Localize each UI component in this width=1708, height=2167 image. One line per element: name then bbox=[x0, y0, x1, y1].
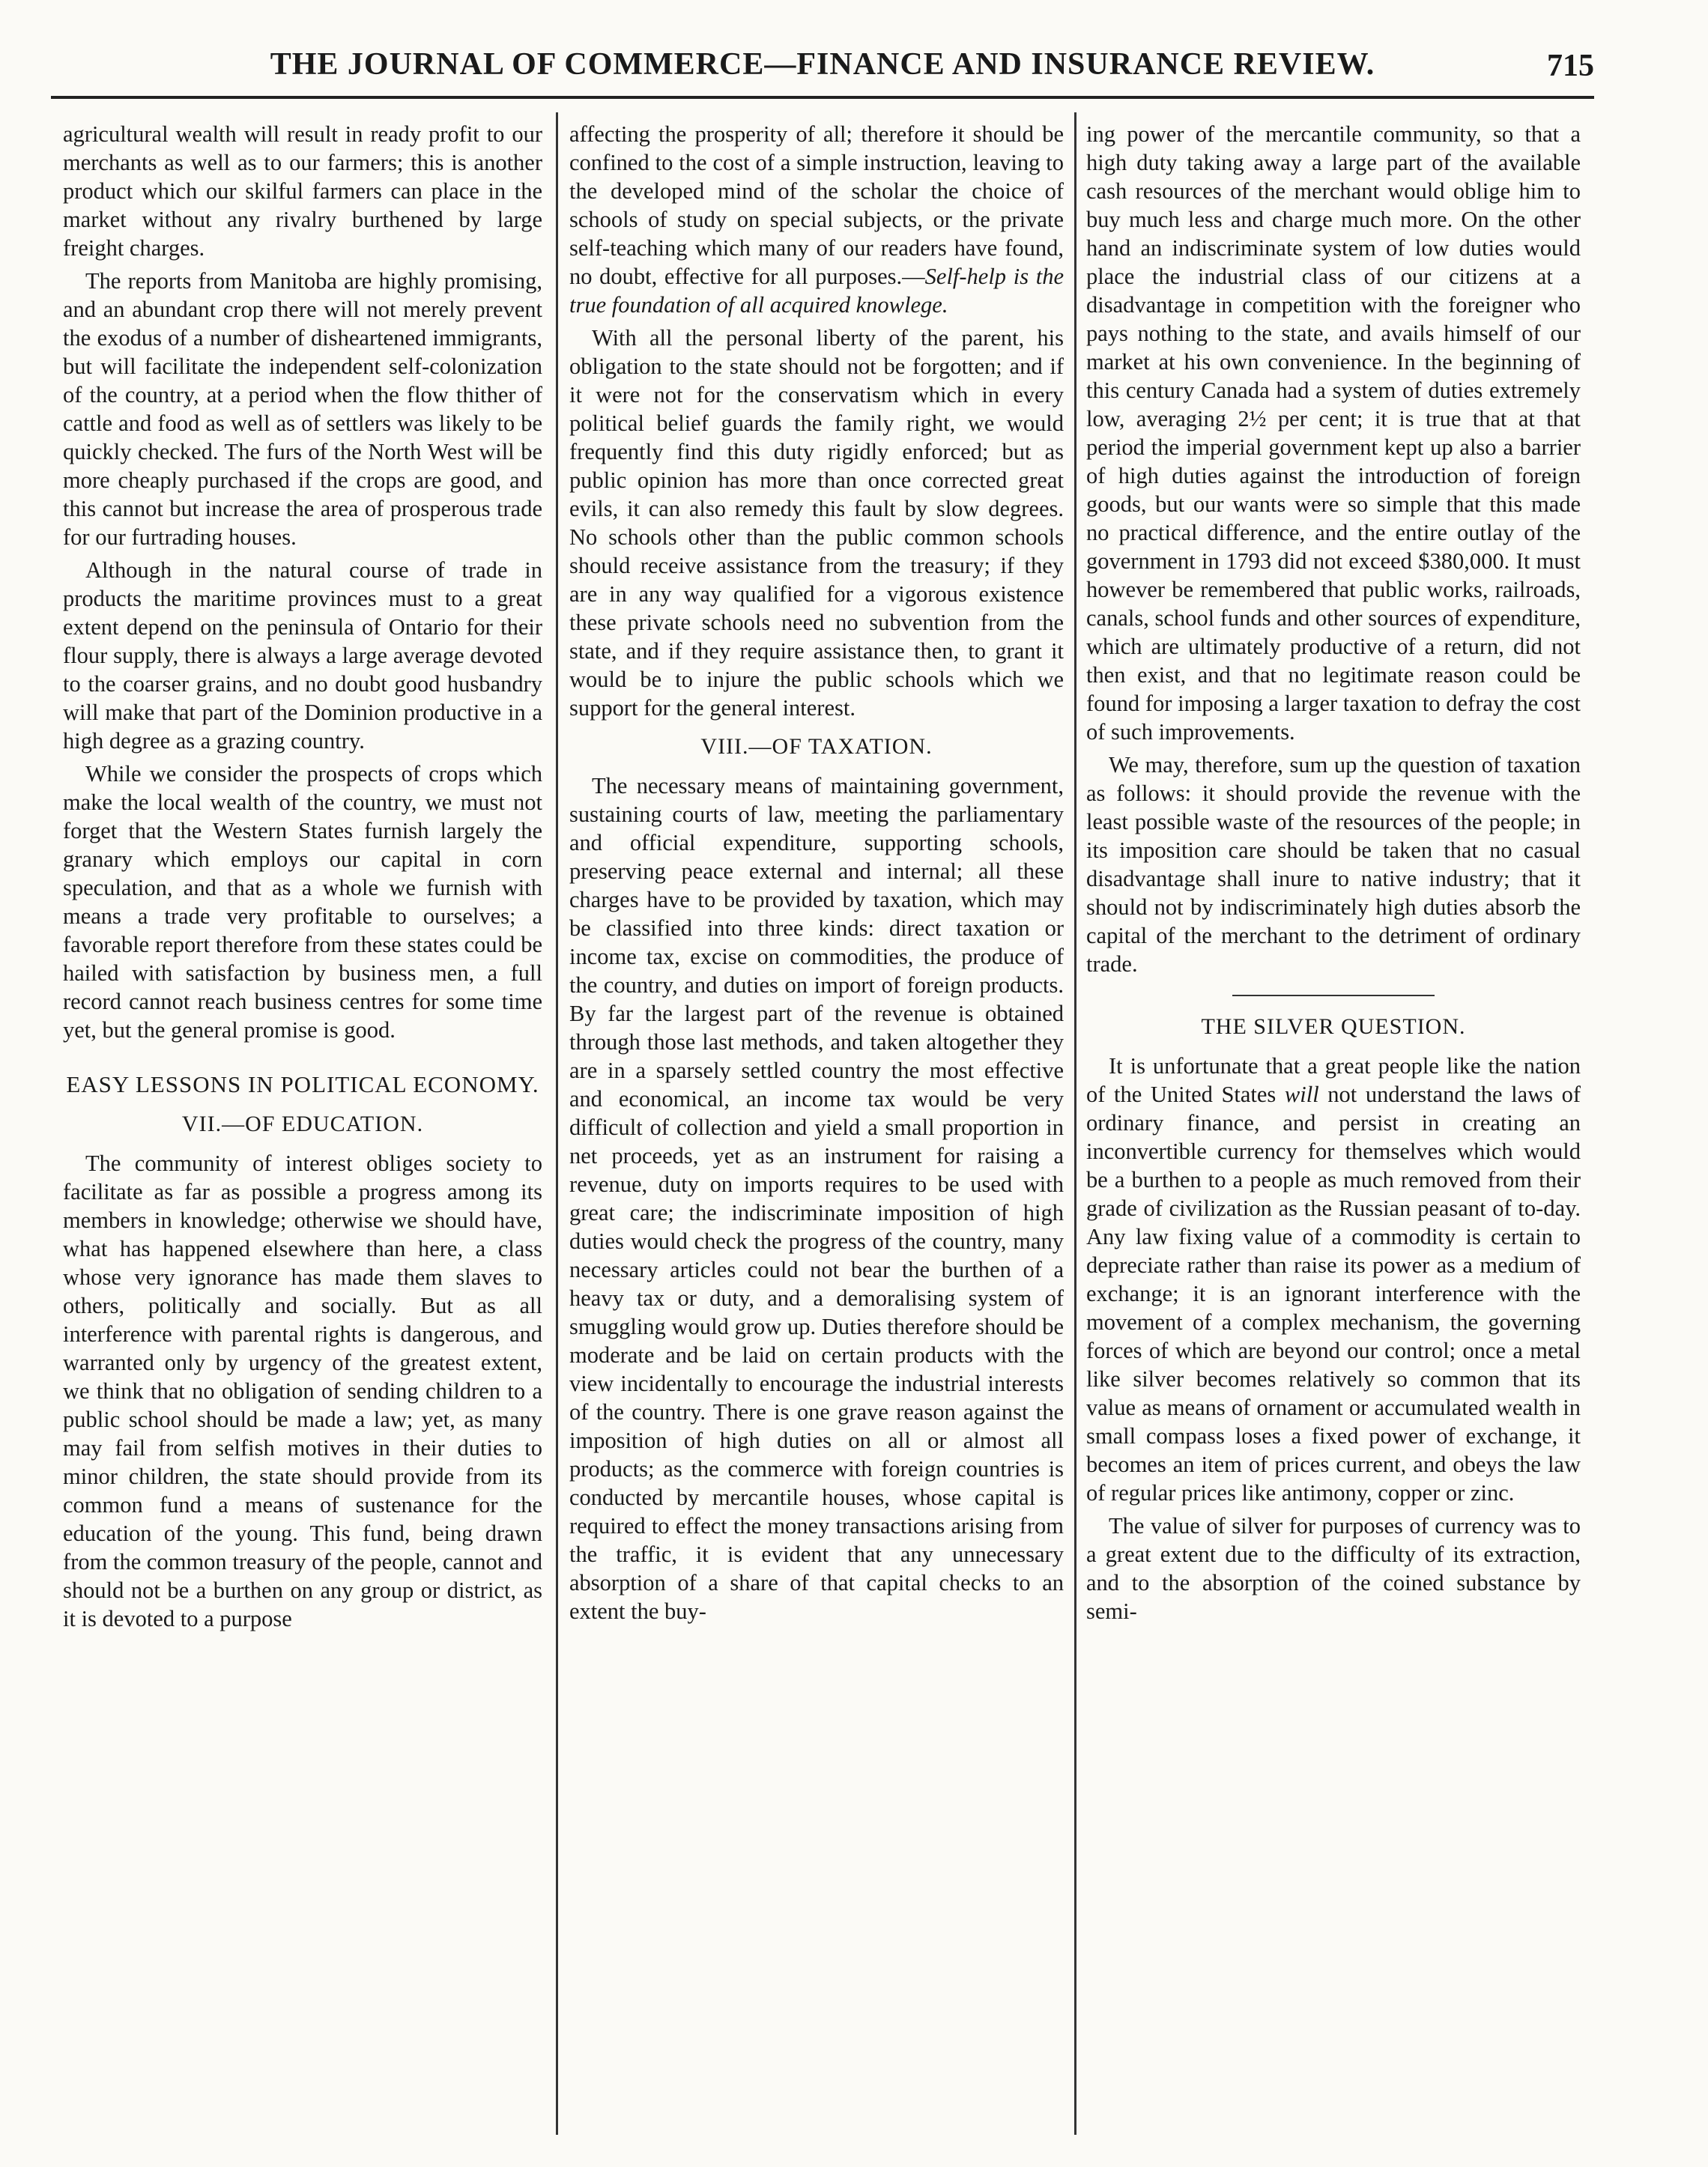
page-header bbox=[51, 43, 1594, 99]
paragraph: The reports from Manitoba are highly promising, and an abundant crop there will not merely prevent the exodus of a number of disheartened immigrants, but will facilitate the independent self-colonization of the country, at a period when the flow thither of cattle and food as well as of settlers was likely to be quickly checked. The furs of the North West will be more cheaply purchased if the crops are good, and this cannot but increase the area of prosperous trade for our furtrading houses. bbox=[63, 268, 542, 550]
paragraph-text: not understand the laws of ordinary finance, and persist in creating an inconvertible currency for themselves which would be a burthen to a people as much removed from their grade of civilization as the Russian peasant of to-day. Any law fixing value of a commodity is certain to depreciate rather than raise its power as a medium of exchange; it is an ignorant interference with the movement of a complex mechanism, the governing forces of which are beyond our control; once a metal like silver becomes relatively so common that its value as means of ornament or accumulated wealth in small compass loses a fixed power of exchange, it becomes an item of prices current, and obeys the law of regular prices like antimony, copper or zinc. bbox=[1086, 1082, 1581, 1506]
column-2 bbox=[569, 120, 1064, 2142]
paragraph: With all the personal liberty of the parent, his obligation to the state should not be forgotten; and if it were not for the conservatism which in every political belief guards the family right, we would frequently find this duty rigidly enforced; but as public opinion has more than once corrected great evils, it can also remedy this fault by slow degrees. No schools other than the public common schools should receive assistance from the treasury; if they are in any way qualified for a vigorous existence these private schools need no subvention from the state, and if they require assistance then, to grant it would be to injure the public schools which we support for the general interest. bbox=[569, 325, 1064, 721]
paragraph: While we consider the prospects of crops which make the local wealth of the country, we must not forget that the Western States furnish largely the granary which employs our capital in corn speculation, and that as a whole we furnish with means a trade very profitable to ourselves; a favorable report therefore from these states could be hailed with satisfaction by business men, a full record cannot reach business centres for some time yet, but the general promise is good. bbox=[63, 761, 542, 1043]
section-heading: THE SILVER QUESTION. bbox=[1201, 1014, 1466, 1039]
section-subheading: VII.—OF EDUCATION. bbox=[181, 1112, 424, 1136]
section-divider bbox=[1232, 995, 1435, 996]
paragraph: The value of silver for purposes of currency was to a great extent due to the difficulty of its extraction, and to the absorption of the coined substance by semi- bbox=[1086, 1513, 1581, 1624]
column-3 bbox=[1086, 120, 1581, 2142]
column-rule-2 bbox=[1074, 112, 1076, 2135]
paragraph-text: It is unfortunate that a great people like the nation of the United States bbox=[1086, 1053, 1581, 1107]
italic-text: will bbox=[1284, 1082, 1319, 1107]
page-number: 715 bbox=[1547, 49, 1594, 83]
column-1 bbox=[63, 120, 542, 2142]
paragraph: We may, therefore, sum up the question of taxation as follows: it should provide the revenue with the least possible waste of the resources of the people; in its imposition care should be taken that no casual disadvantage shall inure to native industry; that it should not by indiscriminately high duties absorb the capital of the merchant to the detriment of ordinary trade. bbox=[1086, 752, 1581, 977]
column-rule-1 bbox=[556, 112, 558, 2135]
journal-title: THE JOURNAL OF COMMERCE—FINANCE AND INSURANCE REVIEW. bbox=[270, 47, 1375, 82]
paragraph: agricultural wealth will result in ready profit to our merchants as well as to our farmers; this is another product which our skilful farmers can place in the market without any rivalry burthened by large freight charges. bbox=[63, 121, 542, 261]
paragraph bbox=[569, 120, 1064, 319]
paragraph: ing power of the mercantile community, so that a high duty taking away a large part of the available cash resources of the merchant would oblige him to buy much less and charge much more. On the other hand an indiscriminate system of low duties would place the industrial class of our citizens at a disadvantage in competition with the foreigner who pays nothing to the state, and avails himself of our market at his own convenience. In the beginning of this century Canada had a system of duties extremely low, averaging 2½ per cent; it is true that at that period the imperial government kept up also a barrier of high duties against the introduction of foreign goods, but our wants were so simple that this made no practical difference, and the entire outlay of the government in 1793 did not exceed $380,000. It must however be remembered that public works, railroads, canals, school funds and other sources of expenditure, which are ultimately productive of a return, did not then exist, and that no legitimate reason could be found for imposing a larger taxation to defray the cost of such improvements. bbox=[1086, 121, 1581, 745]
paragraph-text: affecting the prosperity of all; therefore it should be confined to the cost of a simple instruction, leaving to the developed mind of the scholar the choice of schools of study on special subjects, or the private self-teaching which many of our readers have found, no doubt, effective for all purposes.— bbox=[569, 121, 1064, 289]
paragraph bbox=[1086, 1052, 1581, 1507]
italic-text: Self-help is the true foundation of all acquired knowlege. bbox=[569, 264, 1064, 318]
paragraph: Although in the natural course of trade in products the maritime provinces must to a great extent depend on the peninsula of Ontario for their flour supply, there is always a large average devoted to the coarser grains, and no doubt good husbandry will make that part of the Dominion productive in a high degree as a grazing country. bbox=[63, 557, 542, 754]
section-subheading: VIII.—OF TAXATION. bbox=[700, 734, 933, 759]
paragraph: The community of interest obliges society to facilitate as far as possible a progress among its members in knowledge; otherwise we should have, what has happened elsewhere than here, a class whose very ignorance has made them slaves to others, politically and socially. But as all interference with parental rights is dangerous, and warranted only by urgency of the greatest extent, we think that no obligation of sending children to a public school should be made a law; yet, as many may fail from selfish motives in their duties to minor children, the state should provide from its common fund a means of sustenance for the education of the young. This fund, being drawn from the common treasury of the people, cannot and should not be a burthen on any group or district, as it is devoted to a purpose bbox=[63, 1151, 542, 1631]
paragraph: The necessary means of maintaining government, sustaining courts of law, meeting the parliamentary and official expenditure, supporting schools, preserving peace external and internal; all these charges have to be provided by taxation, which may be classified into three kinds: direct taxation or income tax, excise on commodities, the produce of the country, and duties on import of foreign products. By far the largest part of the revenue is obtained through those last methods, and taken altogether they are in a sparsely settled country the most effective and economical, an income tax would be very difficult of collection and yield a small proportion in net proceeds, yet as an instrument for raising a revenue, duty on imports requires to be used with great care; the indiscriminate imposition of high duties would check the progress of the country, many necessary articles could not bear the burthen of a heavy tax or duty, and a demoralising system of smuggling would grow up. Duties therefore should be moderate and be laid on certain products with the view incidentally to encourage the industrial interests of the country. There is one grave reason against the imposition of high duties on all or almost all products; as the commerce with foreign countries is conducted by mercantile houses, whose capital is required to effect the money transactions arising from the traffic, it is evident that any unnecessary absorption of a share of that capital checks to an extent the buy- bbox=[569, 773, 1064, 1624]
section-heading: EASY LESSONS IN POLITICAL ECONOMY. bbox=[66, 1071, 539, 1097]
